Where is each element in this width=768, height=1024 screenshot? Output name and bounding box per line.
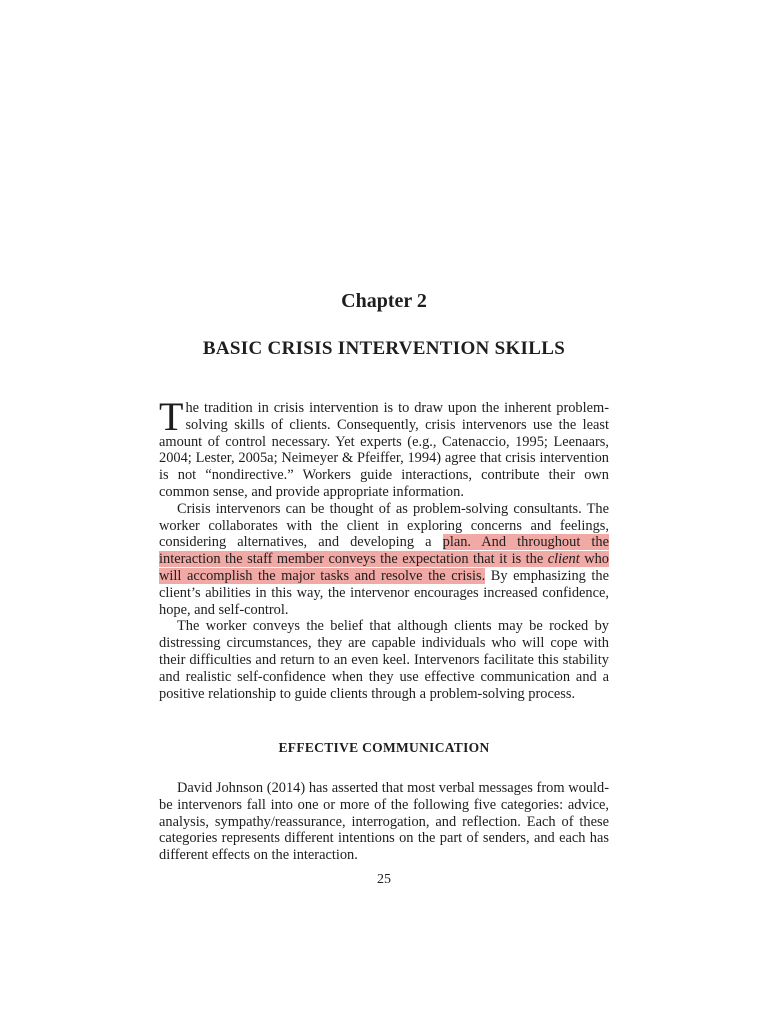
paragraph-4: David Johnson (2014) has asserted that most verbal messages from would-be intervenors fall into one or more of the following five categories: advice, analysis, sympathy/reassurance, interrogation, and reflection. Each of these categories represents different intentions on the part of senders, and each has different effects on the interaction.: [159, 780, 609, 864]
section-heading: EFFECTIVE COMMUNICATION: [278, 740, 490, 755]
highlighted-text-part-1: plan. And throughout the interaction the staff member conveys the expectation that it is the: [159, 534, 609, 568]
highlighted-text-emphasis: client: [547, 551, 580, 568]
paragraph-1-text: he tradition in crisis intervention is to draw upon the inherent problem-solving skills of clients. Consequently, crisis intervenors use the least amount of control necessary. Yet experts (e.g., Catenaccio, 1995; Leenaars, 2004; Lester, 2005a; Neimeyer & Pfeiffer, 1994) agree that crisis intervention is not “nondirective.” Workers guide interactions, contribute their own common sense, and provide appropriate information.: [159, 400, 609, 500]
page-number: 25: [377, 872, 391, 887]
paragraph-2-tail: By emphasizing the client’s abilities in this way, the intervenor encourages increased confidence, hope, and self-control.: [159, 567, 610, 618]
highlighted-text-part-2: who will accomplish the major tasks and resolve the crisis.: [159, 551, 609, 584]
paragraph-2: [159, 501, 609, 619]
chapter-title: BASIC CRISIS INTERVENTION SKILLS: [202, 338, 566, 359]
paragraph-2-lead: Crisis intervenors can be thought of as problem-solving consultants. The worker collaborates with the client in exploring concerns and feelings, considering alternatives, and developing a: [159, 500, 609, 551]
paragraph-1: [159, 394, 609, 501]
paragraph-3: The worker conveys the belief that although clients may be rocked by distressing circumstances, they are capable individuals who will cope with their difficulties and return to an even keel. Intervenors facilitate this stability and realistic self-confidence when they use effective communication and a positive relationship to guide clients through a problem-solving process.: [159, 618, 609, 702]
chapter-label: Chapter 2: [341, 290, 427, 312]
intro-text: [159, 394, 610, 702]
drop-cap: T: [159, 394, 184, 439]
section-text: [159, 780, 609, 864]
